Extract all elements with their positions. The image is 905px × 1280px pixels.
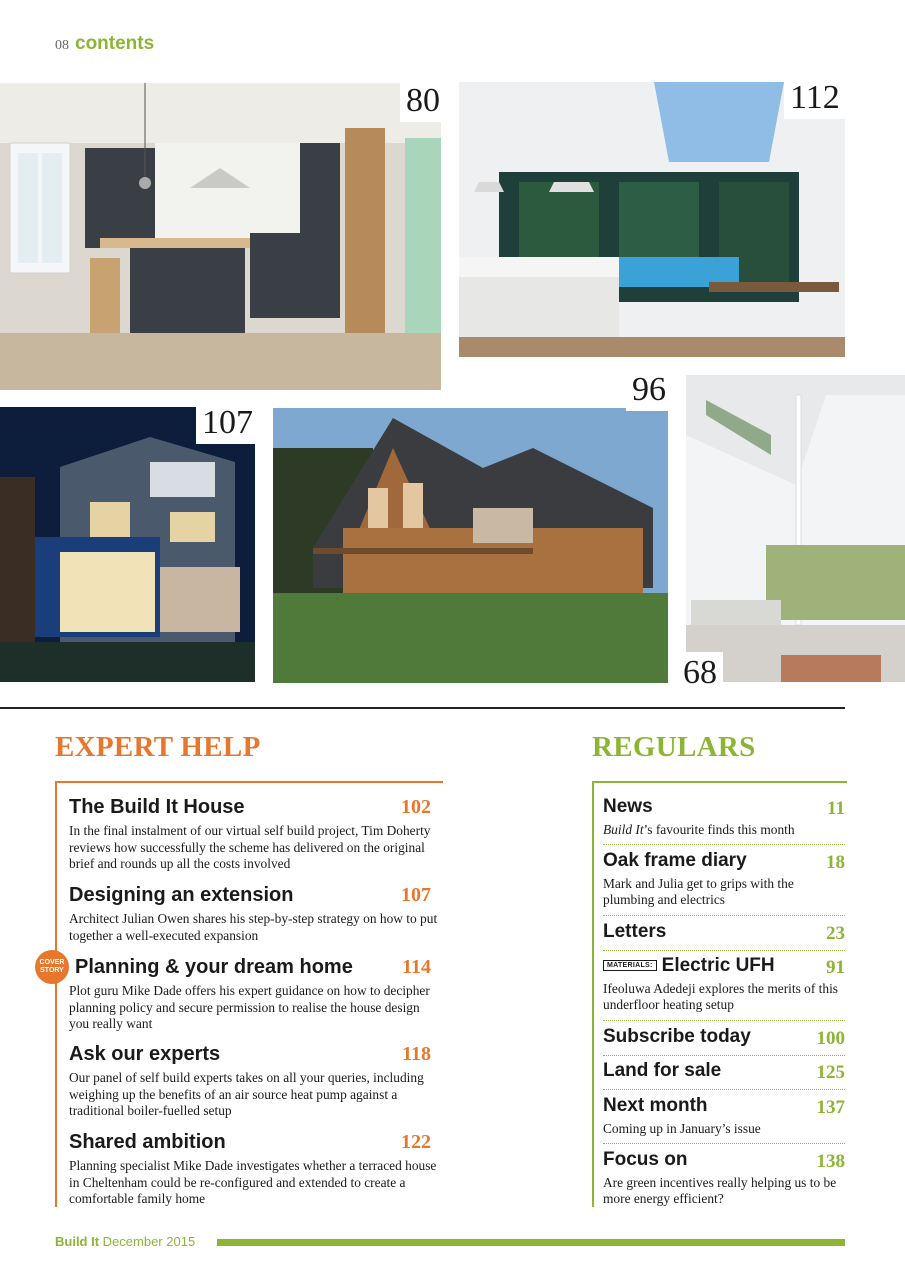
expert-item-title: The Build It House	[69, 796, 245, 818]
regular-item-desc	[603, 822, 845, 838]
expert-item-desc: In the final instalment of our virtual self build project, Tim Doherty reviews how successfully the scheme has delivered on the original brief and rounds up all the costs involved	[69, 823, 431, 871]
kitchen-photo	[0, 83, 441, 390]
regular-item-page: 125	[816, 1062, 845, 1083]
page-tag-96: 96	[626, 369, 672, 411]
expert-item[interactable]	[69, 1131, 437, 1208]
page-number: 08	[55, 38, 69, 53]
extension-photo	[0, 407, 255, 682]
regular-item-title: News	[603, 796, 653, 817]
expert-item[interactable]	[69, 956, 431, 1033]
cover-story-badge	[35, 950, 69, 984]
regulars-heading: REGULARS	[592, 731, 756, 763]
expert-item-title: Shared ambition	[69, 1131, 226, 1153]
materials-tag: MATERIALS:	[603, 960, 657, 971]
footer-issue: December 2015	[102, 1234, 196, 1249]
dotted-divider	[603, 1143, 845, 1144]
regular-item-title-text: Electric UFH	[661, 955, 775, 976]
dotted-divider	[603, 950, 845, 951]
expert-item[interactable]	[69, 796, 431, 873]
expert-item-desc: Architect Julian Owen shares his step-by-step strategy on how to put together a well-executed expansion	[69, 911, 438, 943]
regular-item-title: Next month	[603, 1095, 708, 1116]
rooflight-kitchen-photo	[459, 82, 845, 357]
regular-item[interactable]	[603, 1149, 845, 1207]
expert-item-desc: Planning specialist Mike Dade investigates whether a terraced house in Cheltenham could be re-configured and extended to create a comfortable family home	[69, 1158, 437, 1206]
regular-item-page: 23	[826, 923, 845, 944]
page-tag-80: 80	[400, 80, 446, 122]
regular-item-desc: Mark and Julia get to grips with the plumbing and electrics	[603, 876, 794, 907]
regular-item-page: 100	[816, 1028, 845, 1049]
expert-item-page: 122	[401, 1131, 431, 1153]
regular-item-desc: Are green incentives really helping us to be more energy efficient?	[603, 1175, 837, 1206]
regular-item[interactable]	[603, 1060, 845, 1082]
regular-item-title: Letters	[603, 921, 667, 942]
regular-item[interactable]	[603, 850, 845, 908]
cover-badge-line1: COVER	[39, 959, 65, 966]
regular-item-title: Oak frame diary	[603, 850, 747, 871]
footer-bar	[217, 1239, 845, 1246]
expert-item-title: Designing an extension	[69, 884, 294, 906]
regular-item[interactable]	[603, 955, 845, 1013]
expert-item-desc: Our panel of self build experts takes on all your queries, including weighing up the benefits of an air source heat pump against a traditional boiler-fuelled setup	[69, 1070, 424, 1118]
expert-item-page: 102	[401, 796, 431, 818]
regular-item[interactable]	[603, 921, 845, 943]
expert-help-heading: EXPERT HELP	[55, 731, 261, 763]
expert-item[interactable]	[69, 884, 438, 944]
regular-item-title: Focus on	[603, 1149, 688, 1170]
dotted-divider	[603, 844, 845, 845]
dotted-divider	[603, 1020, 845, 1021]
dotted-divider	[603, 1055, 845, 1056]
regular-item-page: 137	[816, 1097, 845, 1118]
regular-item-page: 18	[826, 852, 845, 873]
top-rule	[0, 707, 845, 709]
dotted-divider	[603, 1089, 845, 1090]
expert-item-page: 118	[402, 1043, 431, 1065]
page-tag-68: 68	[677, 652, 723, 694]
regular-item-title: Land for sale	[603, 1060, 722, 1081]
expert-item-title: Ask our experts	[69, 1043, 221, 1065]
footer	[55, 1234, 195, 1249]
expert-item-page: 107	[401, 884, 431, 906]
expert-item-desc: Plot guru Mike Dade offers his expert guidance on how to decipher planning policy and secure permission to realise the house design you really want	[69, 983, 430, 1031]
regular-item[interactable]	[603, 1026, 845, 1048]
page-tag-107: 107	[196, 402, 259, 444]
section-label: contents	[75, 33, 155, 54]
regular-item-page: 11	[827, 798, 845, 819]
footer-brand: Build It	[55, 1234, 100, 1249]
regular-item[interactable]	[603, 796, 845, 838]
regular-item-desc: Coming up in January’s issue	[603, 1121, 761, 1136]
expert-item-page: 114	[402, 956, 431, 978]
timber-house-photo	[273, 408, 668, 683]
regular-item-page: 91	[826, 957, 845, 978]
regular-item-title	[603, 955, 845, 977]
regular-item[interactable]	[603, 1095, 845, 1137]
regular-item-desc: Ifeoluwa Adedeji explores the merits of this underfloor heating setup	[603, 981, 839, 1012]
regular-item-page: 138	[816, 1151, 845, 1172]
page-tag-112: 112	[784, 77, 846, 119]
cover-badge-line2: STORY	[40, 967, 64, 974]
regular-item-title: Subscribe today	[603, 1026, 751, 1047]
dotted-divider	[603, 915, 845, 916]
page-header	[55, 33, 154, 55]
regular-item-desc-text: ’s favourite finds this month	[643, 822, 795, 837]
expert-item-title: Planning & your dream home	[75, 956, 353, 978]
magazine-name: Build It	[603, 822, 644, 837]
interior-glazing-photo	[686, 375, 905, 682]
expert-item[interactable]	[69, 1043, 431, 1120]
